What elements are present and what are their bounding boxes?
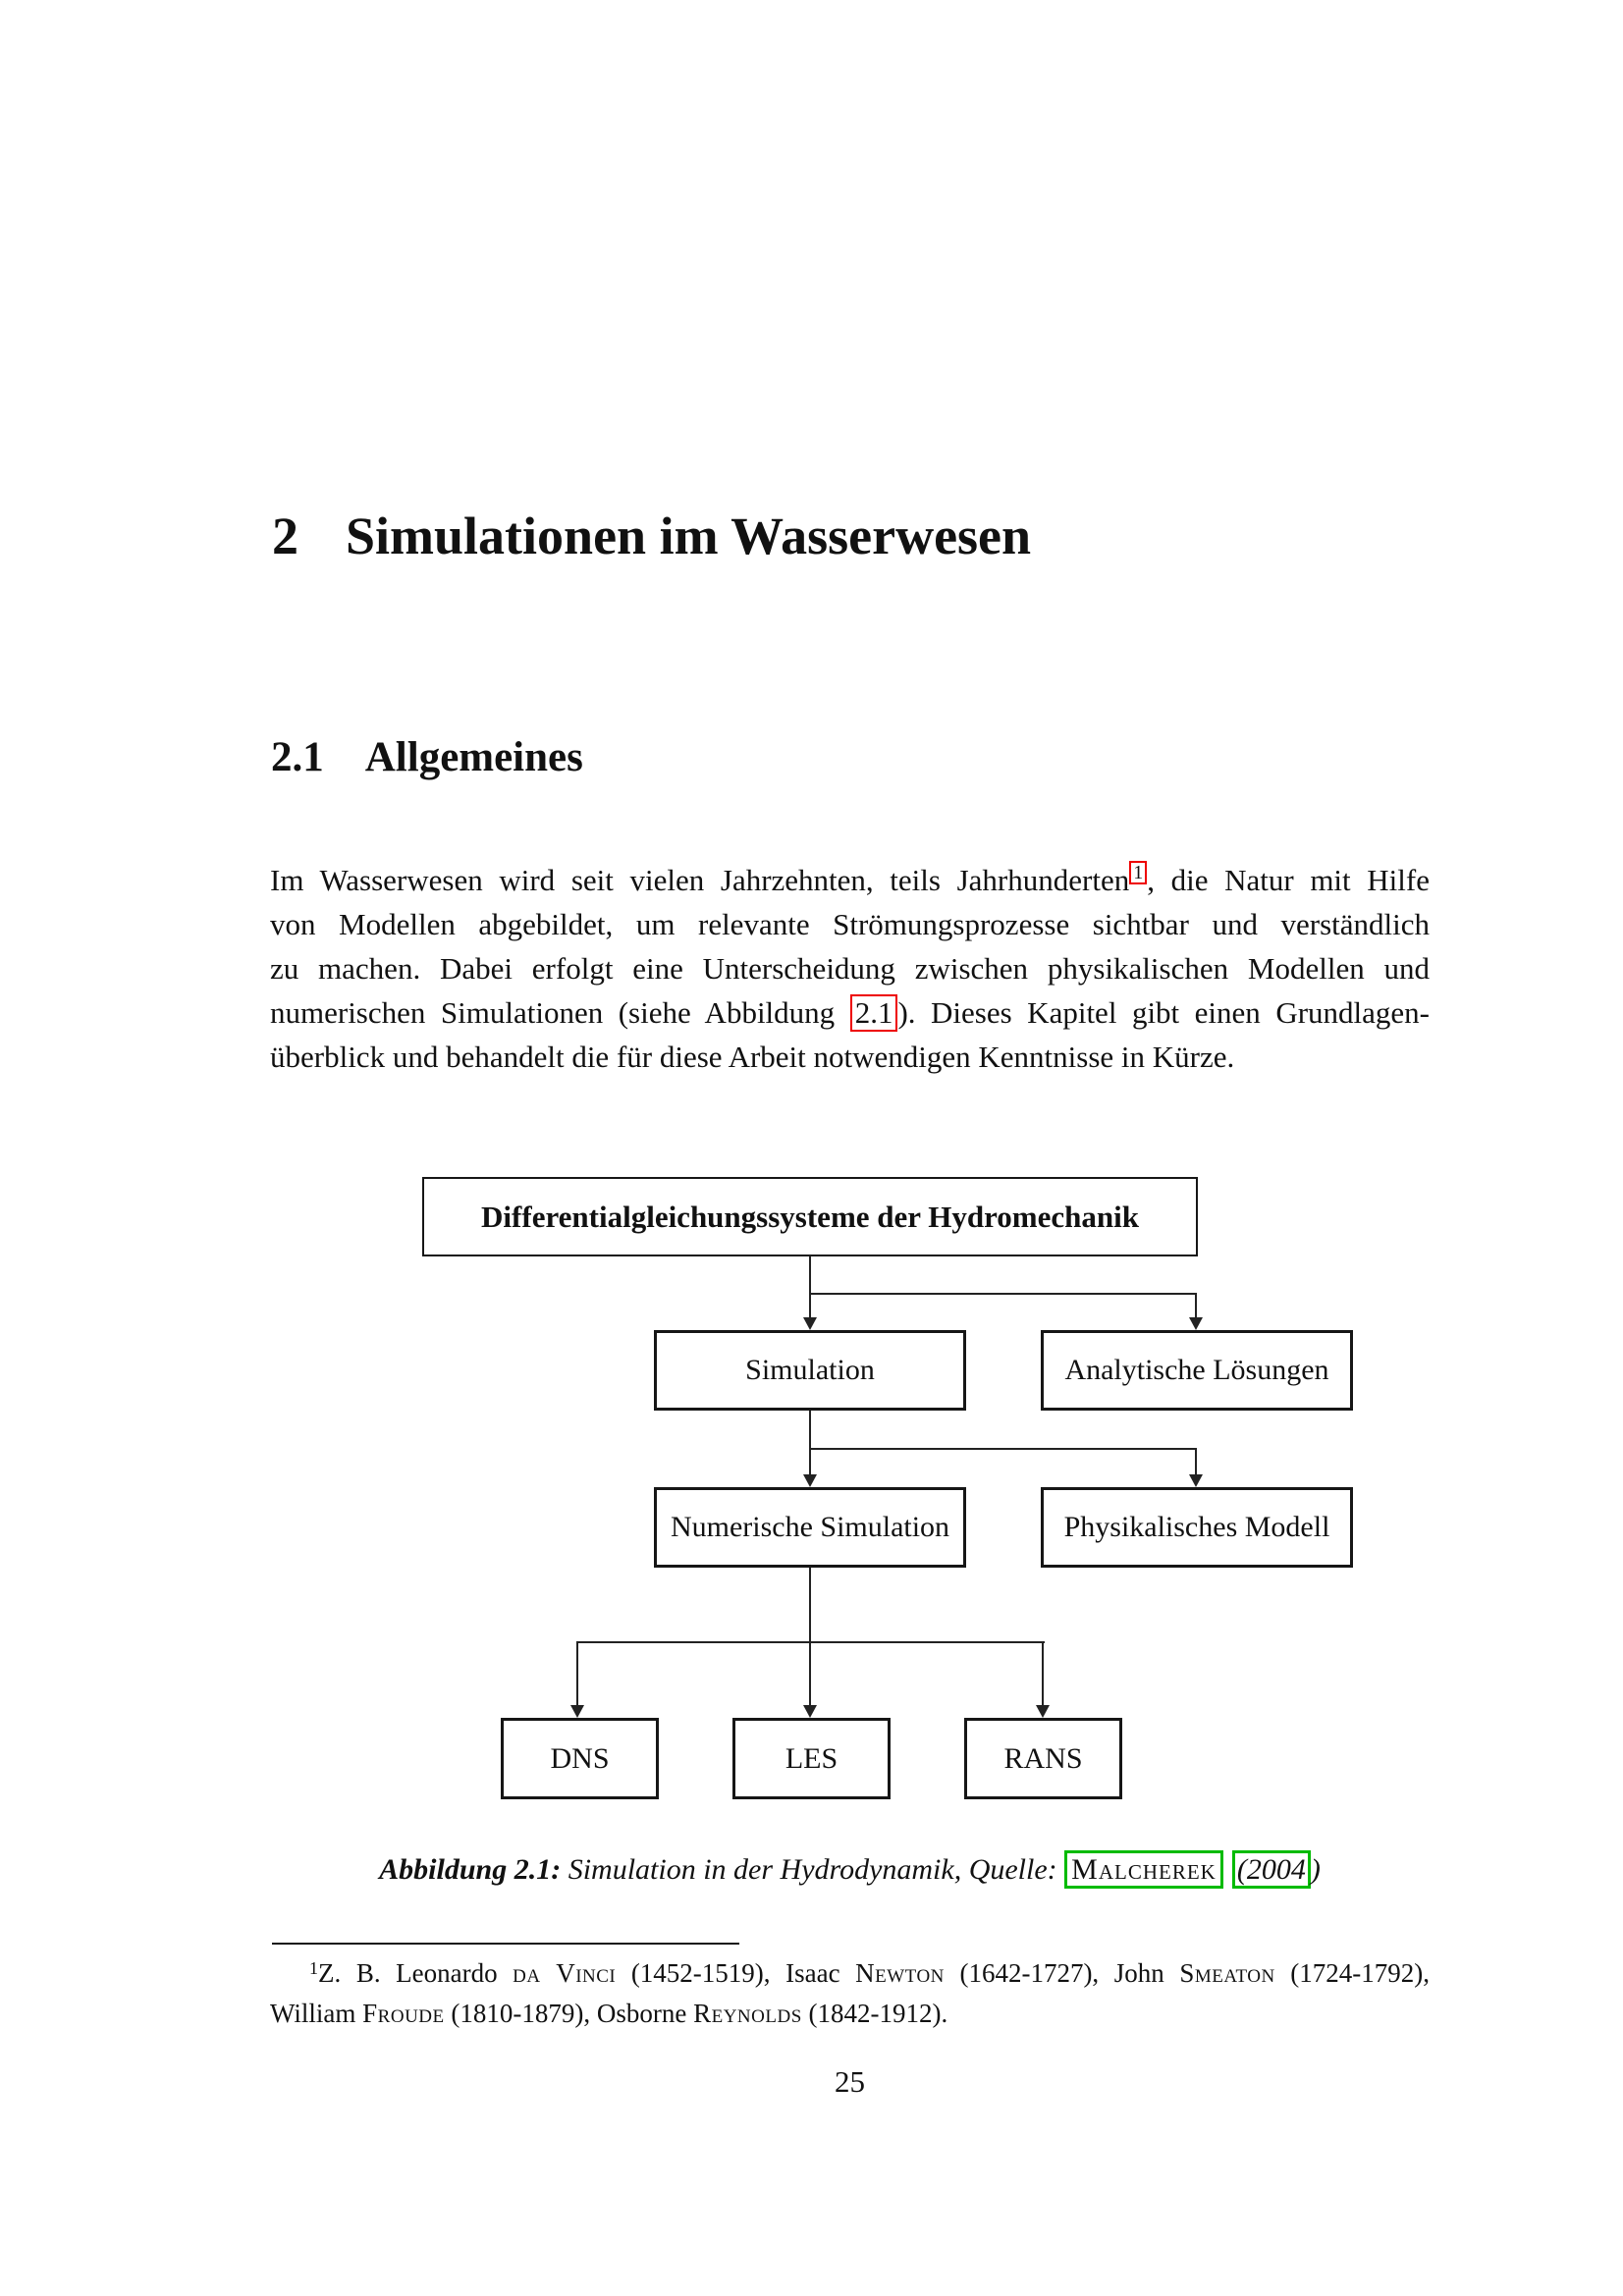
arrowhead-icon: [803, 1317, 817, 1330]
arrowhead-icon: [1189, 1317, 1203, 1330]
arrowhead-icon: [803, 1474, 817, 1487]
diagram-box-numerische-simulation: Numerische Simulation: [654, 1487, 966, 1568]
caption-close-paren: ): [1310, 1853, 1321, 1886]
connector-line: [809, 1411, 811, 1475]
diagram-box-analytische-loesungen: Analytische Lösungen: [1041, 1330, 1353, 1411]
chapter-heading: [272, 507, 1032, 565]
chapter-number: 2: [272, 507, 298, 565]
footnote-text: William: [270, 1999, 363, 2028]
connector-line: [809, 1641, 811, 1706]
connector-line: [1195, 1448, 1197, 1475]
body-line: [270, 858, 1430, 902]
arrowhead-icon: [1036, 1705, 1050, 1718]
connector-line: [1195, 1293, 1197, 1318]
body-text: ). Dieses Kapitel gibt einen Grundlagen-: [897, 995, 1430, 1030]
footnote-name: Froude: [362, 1999, 445, 2028]
diagram-box-rans: RANS: [964, 1718, 1122, 1799]
body-text: , die Natur mit Hilfe: [1147, 863, 1430, 897]
figure-ref-link[interactable]: 2.1: [850, 994, 898, 1032]
footnote: [270, 1954, 1430, 2032]
section-number: 2.1: [271, 734, 324, 780]
footnote-text: (1642-1727), John: [944, 1958, 1180, 1988]
connector-line: [809, 1568, 811, 1643]
diagram-box-root: Differentialgleichungssysteme der Hydromechanik: [422, 1177, 1198, 1256]
footnote-name: Smeaton: [1179, 1958, 1275, 1988]
footnote-text: (1842-1912).: [801, 1999, 948, 2028]
connector-line: [576, 1641, 578, 1706]
arrowhead-icon: [1189, 1474, 1203, 1487]
footnote-name: da Vinci: [513, 1958, 617, 1988]
section-heading: [271, 736, 583, 778]
chapter-title: Simulationen im Wasserwesen: [346, 507, 1032, 565]
body-line: [270, 990, 1430, 1035]
connector-line: [809, 1293, 1197, 1295]
footnote-rule: [272, 1943, 739, 1945]
diagram-box-simulation: Simulation: [654, 1330, 966, 1411]
body-line: zu machen. Dabei erfolgt eine Unterscheidung zwischen physikalischen Modellen und: [270, 951, 1430, 986]
footnote-text: (1452-1519), Isaac: [616, 1958, 856, 1988]
body-line: von Modellen abgebildet, um relevante Strömungsprozesse sichtbar und verständlich: [270, 907, 1430, 941]
body-line: überblick und behandelt die für diese Arbeit notwendigen Kenntnisse in Kürze.: [270, 1040, 1235, 1074]
footnote-name: Reynolds: [693, 1999, 802, 2028]
body-text: Im Wasserwesen wird seit vielen Jahrzehnten, teils Jahrhunderten: [270, 863, 1130, 897]
footnote-line: [270, 1995, 1430, 2032]
footnote-text: (1810-1879), Osborne: [444, 1999, 694, 2028]
footnote-line: [270, 1954, 1430, 1995]
footnote-text: Z. B. Leonardo: [318, 1958, 514, 1988]
connector-line: [1042, 1641, 1044, 1706]
caption-label: Abbildung 2.1:: [379, 1853, 562, 1886]
footnote-marker: 1: [309, 1958, 318, 1978]
citation-author-link[interactable]: Malcherek: [1064, 1850, 1223, 1889]
footnote-ref-link[interactable]: 1: [1129, 861, 1147, 884]
diagram-box-les: LES: [732, 1718, 891, 1799]
body-paragraph: [270, 858, 1430, 1079]
arrowhead-icon: [803, 1705, 817, 1718]
arrowhead-icon: [570, 1705, 584, 1718]
footnote-text: (1724-1792),: [1274, 1958, 1430, 1988]
diagram-box-physikalisches-modell: Physikalisches Modell: [1041, 1487, 1353, 1568]
connector-line: [809, 1255, 811, 1318]
footnote-name: Newton: [855, 1958, 945, 1988]
figure-caption: [270, 1848, 1430, 1892]
connector-line: [809, 1448, 1197, 1450]
body-text: numerischen Simulationen (siehe Abbildung: [270, 995, 850, 1030]
diagram-box-dns: DNS: [501, 1718, 659, 1799]
section-title: Allgemeines: [364, 734, 583, 780]
citation-year-link[interactable]: (2004: [1232, 1850, 1311, 1889]
page-number: 25: [835, 2064, 865, 2099]
caption-text: Simulation in der Hydrodynamik, Quelle:: [561, 1853, 1065, 1886]
